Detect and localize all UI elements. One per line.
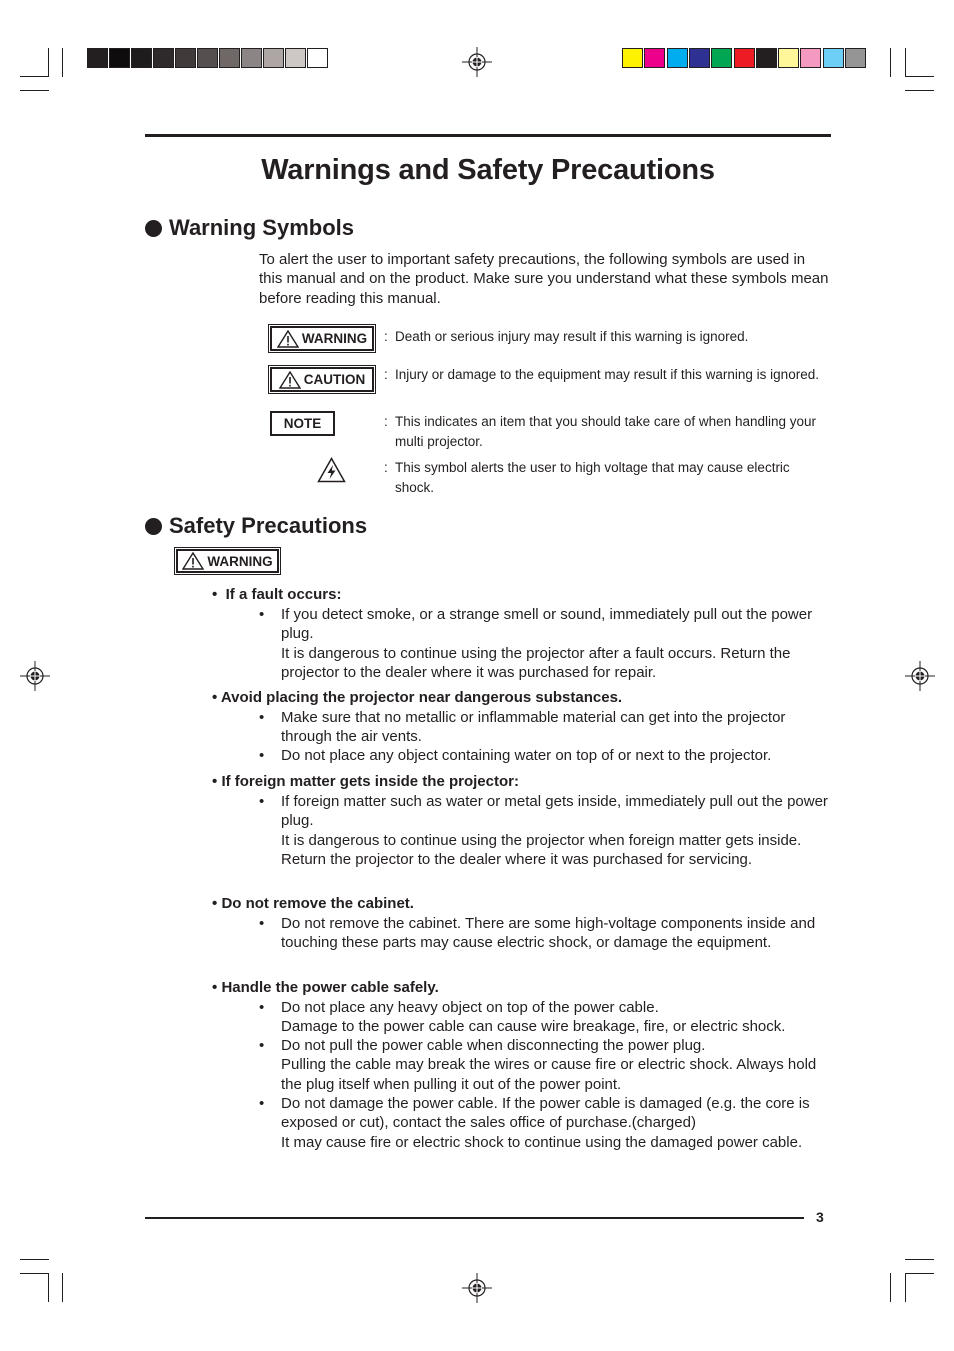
footer-rule (145, 1217, 804, 1219)
color-swatch (219, 48, 240, 68)
list-item: • Do not remove the cabinet. There are some high-voltage components inside and touching these parts may cause electric shock, or damage the equipment. (259, 915, 816, 952)
badge-label: WARNING (301, 331, 368, 346)
color-swatch (711, 48, 732, 68)
group-heading-dangerous-substances: • Avoid placing the projector near dangerous substances. (212, 689, 623, 706)
bullet-dot-icon (145, 220, 162, 237)
color-swatch (756, 48, 777, 68)
page-title: Warnings and Safety Precautions (261, 154, 715, 186)
badge-label: NOTE (283, 416, 322, 431)
warning-triangle-icon (277, 330, 299, 348)
color-swatch (197, 48, 218, 68)
color-swatch (153, 48, 174, 68)
color-swatch (241, 48, 262, 68)
registration-mark-left (20, 661, 50, 691)
warning-symbols-heading (145, 215, 354, 241)
registration-mark-bottom (462, 1273, 492, 1303)
warning-badge (270, 326, 374, 351)
group-heading-fault: • If a fault occurs: (212, 586, 342, 603)
list-item: • If you detect smoke, or a strange smell or sound, immediately pull out the power plug. It is dangerous to continue using the projector after a fault occurs. Return the projector to the dealer where it was purchased for repair. (259, 606, 813, 681)
color-swatch (263, 48, 284, 68)
color-swatch (644, 48, 665, 68)
high-voltage-description: : This symbol alerts the user to high voltage that may cause electric shock. (384, 460, 790, 495)
color-swatch (667, 48, 688, 68)
safety-warning-badge (176, 549, 279, 573)
group-heading-power-cable: • Handle the power cable safely. (212, 979, 439, 996)
badge-label: CAUTION (303, 372, 366, 387)
badge-label: WARNING (207, 553, 273, 569)
safety-precautions-heading (145, 513, 367, 539)
color-swatch (778, 48, 799, 68)
color-swatch (689, 48, 710, 68)
section-title: Safety Precautions (169, 513, 368, 538)
list-item: • Do not pull the power cable when disconnecting the power plug. Pulling the cable may break the wires or cause fire or electric shock. Always hold the plug itself when pulling it out of the power point. (259, 1037, 817, 1093)
warning-triangle-icon (279, 371, 301, 389)
color-swatch (87, 48, 108, 68)
header-rule (145, 134, 831, 137)
high-voltage-icon (317, 457, 346, 483)
group-heading-foreign-matter: • If foreign matter gets inside the projector: (212, 773, 519, 790)
color-swatch (734, 48, 755, 68)
registration-mark-right (905, 661, 935, 691)
section-title: Warning Symbols (169, 215, 354, 240)
page-number: 3 (816, 1209, 824, 1225)
color-swatch (823, 48, 844, 68)
color-swatch (845, 48, 866, 68)
registration-mark-top (462, 47, 492, 77)
caution-description: : Injury or damage to the equipment may result if this warning is ignored. (384, 367, 819, 382)
color-swatch (800, 48, 821, 68)
list-item: • Do not place any object containing water on top of or next to the projector. (259, 747, 772, 764)
list-item: • If foreign matter such as water or metal gets inside, immediately pull out the power plug. It is dangerous to continue using the projector when foreign matter gets inside. Return the projector to the dealer where it was purchased for servicing. (259, 793, 828, 868)
color-swatch (131, 48, 152, 68)
note-description: : This indicates an item that you should take care of when handling your multi projector. (384, 414, 816, 449)
list-item: • Do not place any heavy object on top of the power cable. Damage to the power cable can cause wire breakage, fire, or electric shock. (259, 999, 786, 1036)
note-badge (270, 411, 335, 436)
warning-symbols-intro: To alert the user to important safety precautions, the following symbols are used in this manual and on the product. Make sure you understand what these symbols mean before reading this manual. (259, 251, 829, 307)
list-item: • Make sure that no metallic or inflammable material can get into the projector through the air vents. (259, 709, 786, 746)
color-swatch (175, 48, 196, 68)
group-heading-cabinet: • Do not remove the cabinet. (212, 895, 414, 912)
color-swatch (307, 48, 328, 68)
caution-badge (270, 367, 374, 392)
list-item: • Do not damage the power cable. If the power cable is damaged (e.g. the core is exposed or cut), contact the sales office of purchase.(charged) It may cause fire or electric shock to continue using the damaged power cable. (259, 1095, 810, 1151)
bullet-dot-icon (145, 518, 162, 535)
color-swatch (109, 48, 130, 68)
warning-triangle-icon (182, 552, 204, 570)
warning-description: : Death or serious injury may result if this warning is ignored. (384, 329, 749, 344)
color-swatch (622, 48, 643, 68)
color-swatch (285, 48, 306, 68)
